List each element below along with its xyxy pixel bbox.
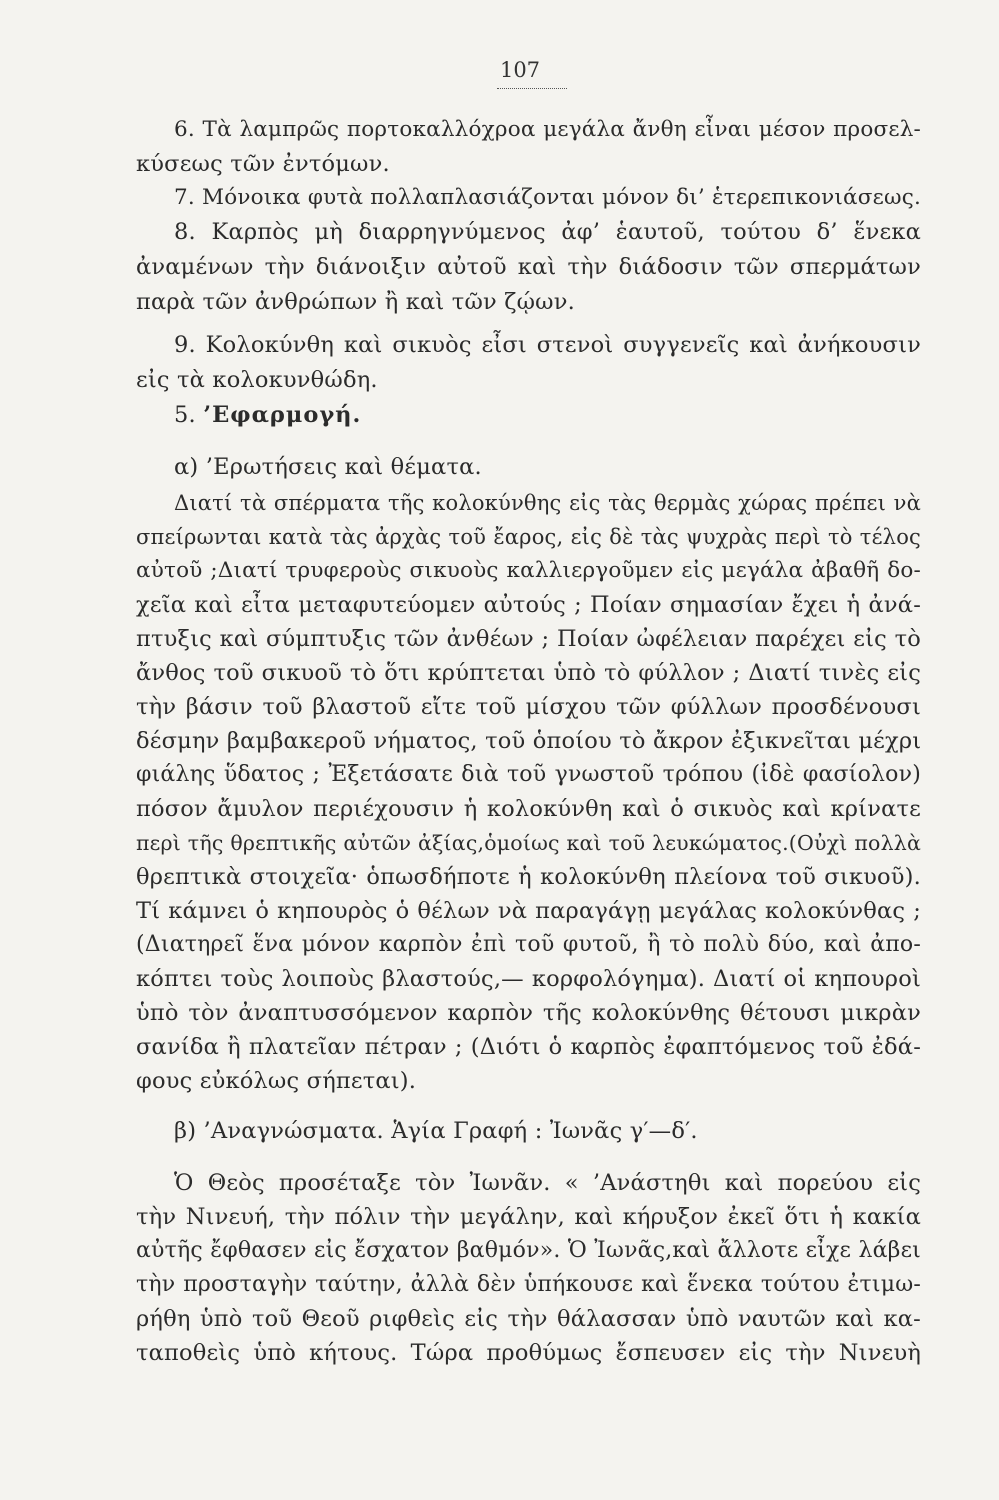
paragraph-a-line-8: δέσμην βαμβακεροῦ νήματος, τοῦ ὁποίου τὸ ἄκρον ἐξικνεῖται μέχρι <box>136 728 922 754</box>
paragraph-a-line-11: περὶ τῆς θρεπτικῆς αὐτῶν ἀξίας,ὁμοίως καὶ τοῦ λευκώματος.(Οὐχὶ πολλὰ <box>136 831 921 855</box>
section-heading <box>174 398 999 432</box>
paragraph-a-line-17: σανίδα ἢ πλατεῖαν πέτραν ; (Διότι ὁ καρπὸς ἐφαπτόμενος τοῦ ἐδά- <box>136 1034 921 1060</box>
subsection-a-heading: α) ’Ερωτήσεις καὶ θέματα. <box>174 454 482 480</box>
paragraph-a-line-9: φιάλης ὕδατος ; Ἐξετάσατε διὰ τοῦ γνωστοῦ τρόπου (ἰδὲ φασίολον) <box>136 762 921 787</box>
paragraph-a-line-3: αὐτοῦ ;Διατί τρυφεροὺς σικυοὺς καλλιεργοῦμεν εἰς μεγάλα ἀβαθῆ δο- <box>136 558 921 583</box>
paragraph-a-line-14: (Διατηρεῖ ἕνα μόνον καρπὸν ἐπὶ τοῦ φυτοῦ, ἢ τὸ πολὺ δύο, καὶ ἀπο- <box>136 932 921 957</box>
item-9-line-1: 9. Κολοκύνθη καὶ σικυὸς εἶσι στενοὶ συγγενεῖς καὶ ἀνήκουσιν <box>174 332 921 358</box>
item-8-line-1: 8. Καρπὸς μὴ διαρρηγνύμενος ἀφ’ ἑαυτοῦ, τούτου δ’ ἕνεκα <box>174 219 921 245</box>
paragraph-a-line-16: ὑπὸ τὸν ἀναπτυσσόμενον καρπὸν τῆς κολοκύνθης θέτουσι μικρὰν <box>136 1000 921 1026</box>
paragraph-a-line-6: ἄνθος τοῦ σικυοῦ τὸ ὅτι κρύπτεται ὑπὸ τὸ φύλλον ; Διατί τινὲς εἰς <box>136 660 921 686</box>
paragraph-b-line-2: τὴν Νινευή, τὴν πόλιν τὴν μεγάλην, καὶ κήρυξον ἐκεῖ ὅτι ἡ κακία <box>136 1204 921 1230</box>
page-number: 107 <box>499 58 541 82</box>
paragraph-b-line-6: ταποθεὶς ὑπὸ κήτους. Τώρα προθύμως ἔσπευσεν εἰς τὴν Νινευὴ <box>136 1340 921 1366</box>
paragraph-a-line-13: Τί κάμνει ὁ κηπουρὸς ὁ θέλων νὰ παραγάγῃ μεγάλας κολοκύνθας ; <box>136 898 921 924</box>
page-number-rule <box>497 88 567 89</box>
section-title: ’Εφαρμογή. <box>203 402 362 428</box>
paragraph-a-line-12: θρεπτικὰ στοιχεῖα· ὁπωσδήποτε ἡ κολοκύνθη πλείονα τοῦ σικυοῦ). <box>136 864 921 890</box>
item-6-line-1: 6. Τὰ λαμπρῶς πορτοκαλλόχροα μεγάλα ἄνθη εἶναι μέσον προσελ- <box>174 117 921 142</box>
paragraph-a-line-2: σπείρωνται κατὰ τὰς ἀρχὰς τοῦ ἔαρος, εἰς δὲ τὰς ψυχρὰς περὶ τὸ τέλος <box>136 525 921 549</box>
paragraph-a-line-7: τὴν βάσιν τοῦ βλαστοῦ εἴτε τοῦ μίσχου τῶν φύλλων προσδένουσι <box>136 694 921 720</box>
paragraph-b-line-5: ρήθη ὑπὸ τοῦ Θεοῦ ριφθεὶς εἰς τὴν θάλασσαν ὑπὸ ναυτῶν καὶ κα- <box>136 1306 921 1332</box>
subsection-b-heading: β) ’Αναγνώσματα. Ἁγία Γραφή : Ἰωνᾶς γ′—δ′. <box>174 1118 698 1144</box>
item-6-line-2: κύσεως τῶν ἐντόμων. <box>136 151 390 177</box>
paragraph-a-line-15: κόπτει τοὺς λοιποὺς βλαστούς,— κορφολόγημα). Διατί οἱ κηπουροὶ <box>136 966 921 992</box>
paragraph-a-line-5: πτυξις καὶ σύμπτυξις τῶν ἀνθέων ; Ποίαν ὠφέλειαν παρέχει εἰς τὸ <box>136 626 921 652</box>
paragraph-b-line-4: τὴν προσταγὴν ταύτην, ἀλλὰ δὲν ὑπήκουσε καὶ ἕνεκα τούτου ἐτιμω- <box>136 1272 921 1297</box>
item-8-line-3: παρὰ τῶν ἀνθρώπων ἢ καὶ τῶν ζῴων. <box>136 289 575 315</box>
section-number: 5. <box>174 402 196 428</box>
paragraph-b-line-1: Ὁ Θεὸς προσέταξε τὸν Ἰωνᾶν. « ’Ανάστηθι καὶ πορεύου εἰς <box>174 1170 921 1196</box>
paragraph-a-line-4: χεῖα καὶ εἶτα μεταφυτεύομεν αὐτούς ; Ποίαν σημασίαν ἔχει ἡ ἀνά- <box>136 592 921 618</box>
paragraph-a-line-10: πόσον ἄμυλον περιέχουσιν ἡ κολοκύνθη καὶ ὁ σικυὸς καὶ κρίνατε <box>136 796 921 822</box>
paragraph-a-line-18: φους εὐκόλως σήπεται). <box>136 1068 417 1094</box>
item-9-line-2: εἰς τὰ κολοκυνθώδη. <box>136 367 378 393</box>
item-7-line-1: 7. Μόνοικα φυτὰ πολλαπλασιάζονται μόνον δι’ ἑτερεπικονιάσεως. <box>174 185 921 210</box>
paragraph-a-line-1: Διατί τὰ σπέρματα τῆς κολοκύνθης εἰς τὰς θερμὰς χώρας πρέπει νὰ <box>174 491 921 515</box>
paragraph-b-line-3: αὐτῆς ἔφθασεν εἰς ἔσχατον βαθμόν». Ὁ Ἰωνᾶς,καὶ ἄλλοτε εἶχε λάβει <box>136 1238 921 1263</box>
item-8-line-2: ἀναμένων τὴν διάνοιξιν αὐτοῦ καὶ τὴν διάδοσιν τῶν σπερμάτων <box>136 254 921 280</box>
